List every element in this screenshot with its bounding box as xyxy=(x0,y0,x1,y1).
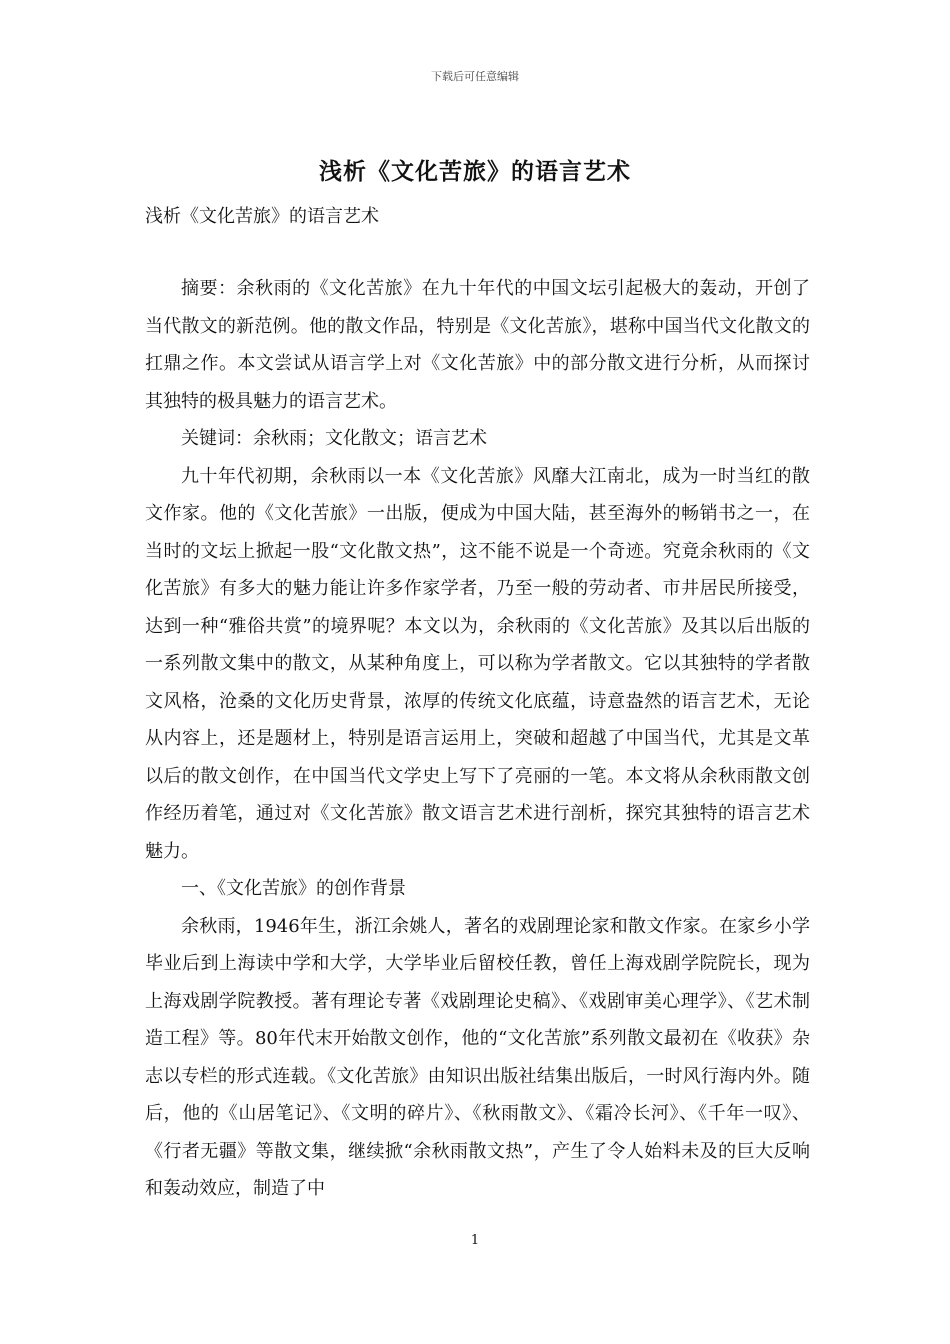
document-body xyxy=(145,270,810,1208)
page-number: 1 xyxy=(470,1233,480,1248)
keywords-paragraph: 关键词：余秋雨；文化散文；语言艺术 xyxy=(181,428,487,449)
background-paragraph: 余秋雨，1946年生，浙江余姚人，著名的戏剧理论家和散文作家。在家乡小学毕业后到上海读中学和大学，大学毕业后留校任教，曾任上海戏剧学院院长，现为上海戏剧学院教授。著有理论专著《戏剧理论史稿》、《戏剧审美心理学》、《艺术制造工程》等。80年代末开始散文创作，他的“文化苦旅”系列散文最初在《收获》杂志以专栏的形式连载。《文化苦旅》由知识出版社结集出版后，一时风行海内外。随后，他的《山居笔记》、《文明的碎片》、《秋雨散文》、《霜冷长河》、《千年一叹》、《行者无疆》等散文集，继续掀“余秋雨散文热”，产生了令人始料未及的巨大反响和轰动效应，制造了中 xyxy=(145,915,810,1199)
document-title: 浅析《文化苦旅》的语言艺术 xyxy=(319,158,631,185)
document-subtitle: 浅析《文化苦旅》的语言艺术 xyxy=(145,206,379,227)
page-header: 下载后可任意编辑 xyxy=(431,70,519,83)
section-heading: 一、《文化苦旅》的创作背景 xyxy=(181,878,406,899)
intro-paragraph: 九十年代初期，余秋雨以一本《文化苦旅》风靡大江南北，成为一时当红的散文作家。他的《文化苦旅》一出版，便成为中国大陆，甚至海外的畅销书之一，在当时的文坛上掀起一股“文化散文热”，这不能不说是一个奇迹。究竟余秋雨的《文化苦旅》有多大的魅力能让许多作家学者，乃至一般的劳动者、市井居民所接受，达到一种“雅俗共赏”的境界呢？本文以为，余秋雨的《文化苦旅》及其以后出版的一系列散文集中的散文，从某种角度上，可以称为学者散文。它以其独特的学者散文风格，沧桑的文化历史背景，浓厚的传统文化底蕴，诗意盎然的语言艺术，无论从内容上，还是题材上，特别是语言运用上，突破和超越了中国当代，尤其是文革以后的散文创作，在中国当代文学史上写下了亮丽的一笔。本文将从余秋雨散文创作经历着笔，通过对《文化苦旅》散文语言艺术进行剖析，探究其独特的语言艺术魅力。 xyxy=(145,465,810,862)
abstract-paragraph: 摘要：余秋雨的《文化苦旅》在九十年代的中国文坛引起极大的轰动，开创了当代散文的新范例。他的散文作品，特别是《文化苦旅》，堪称中国当代文化散文的扛鼎之作。本文尝试从语言学上对《文化苦旅》中的部分散文进行分析，从而探讨其独特的极具魅力的语言艺术。 xyxy=(145,278,810,412)
